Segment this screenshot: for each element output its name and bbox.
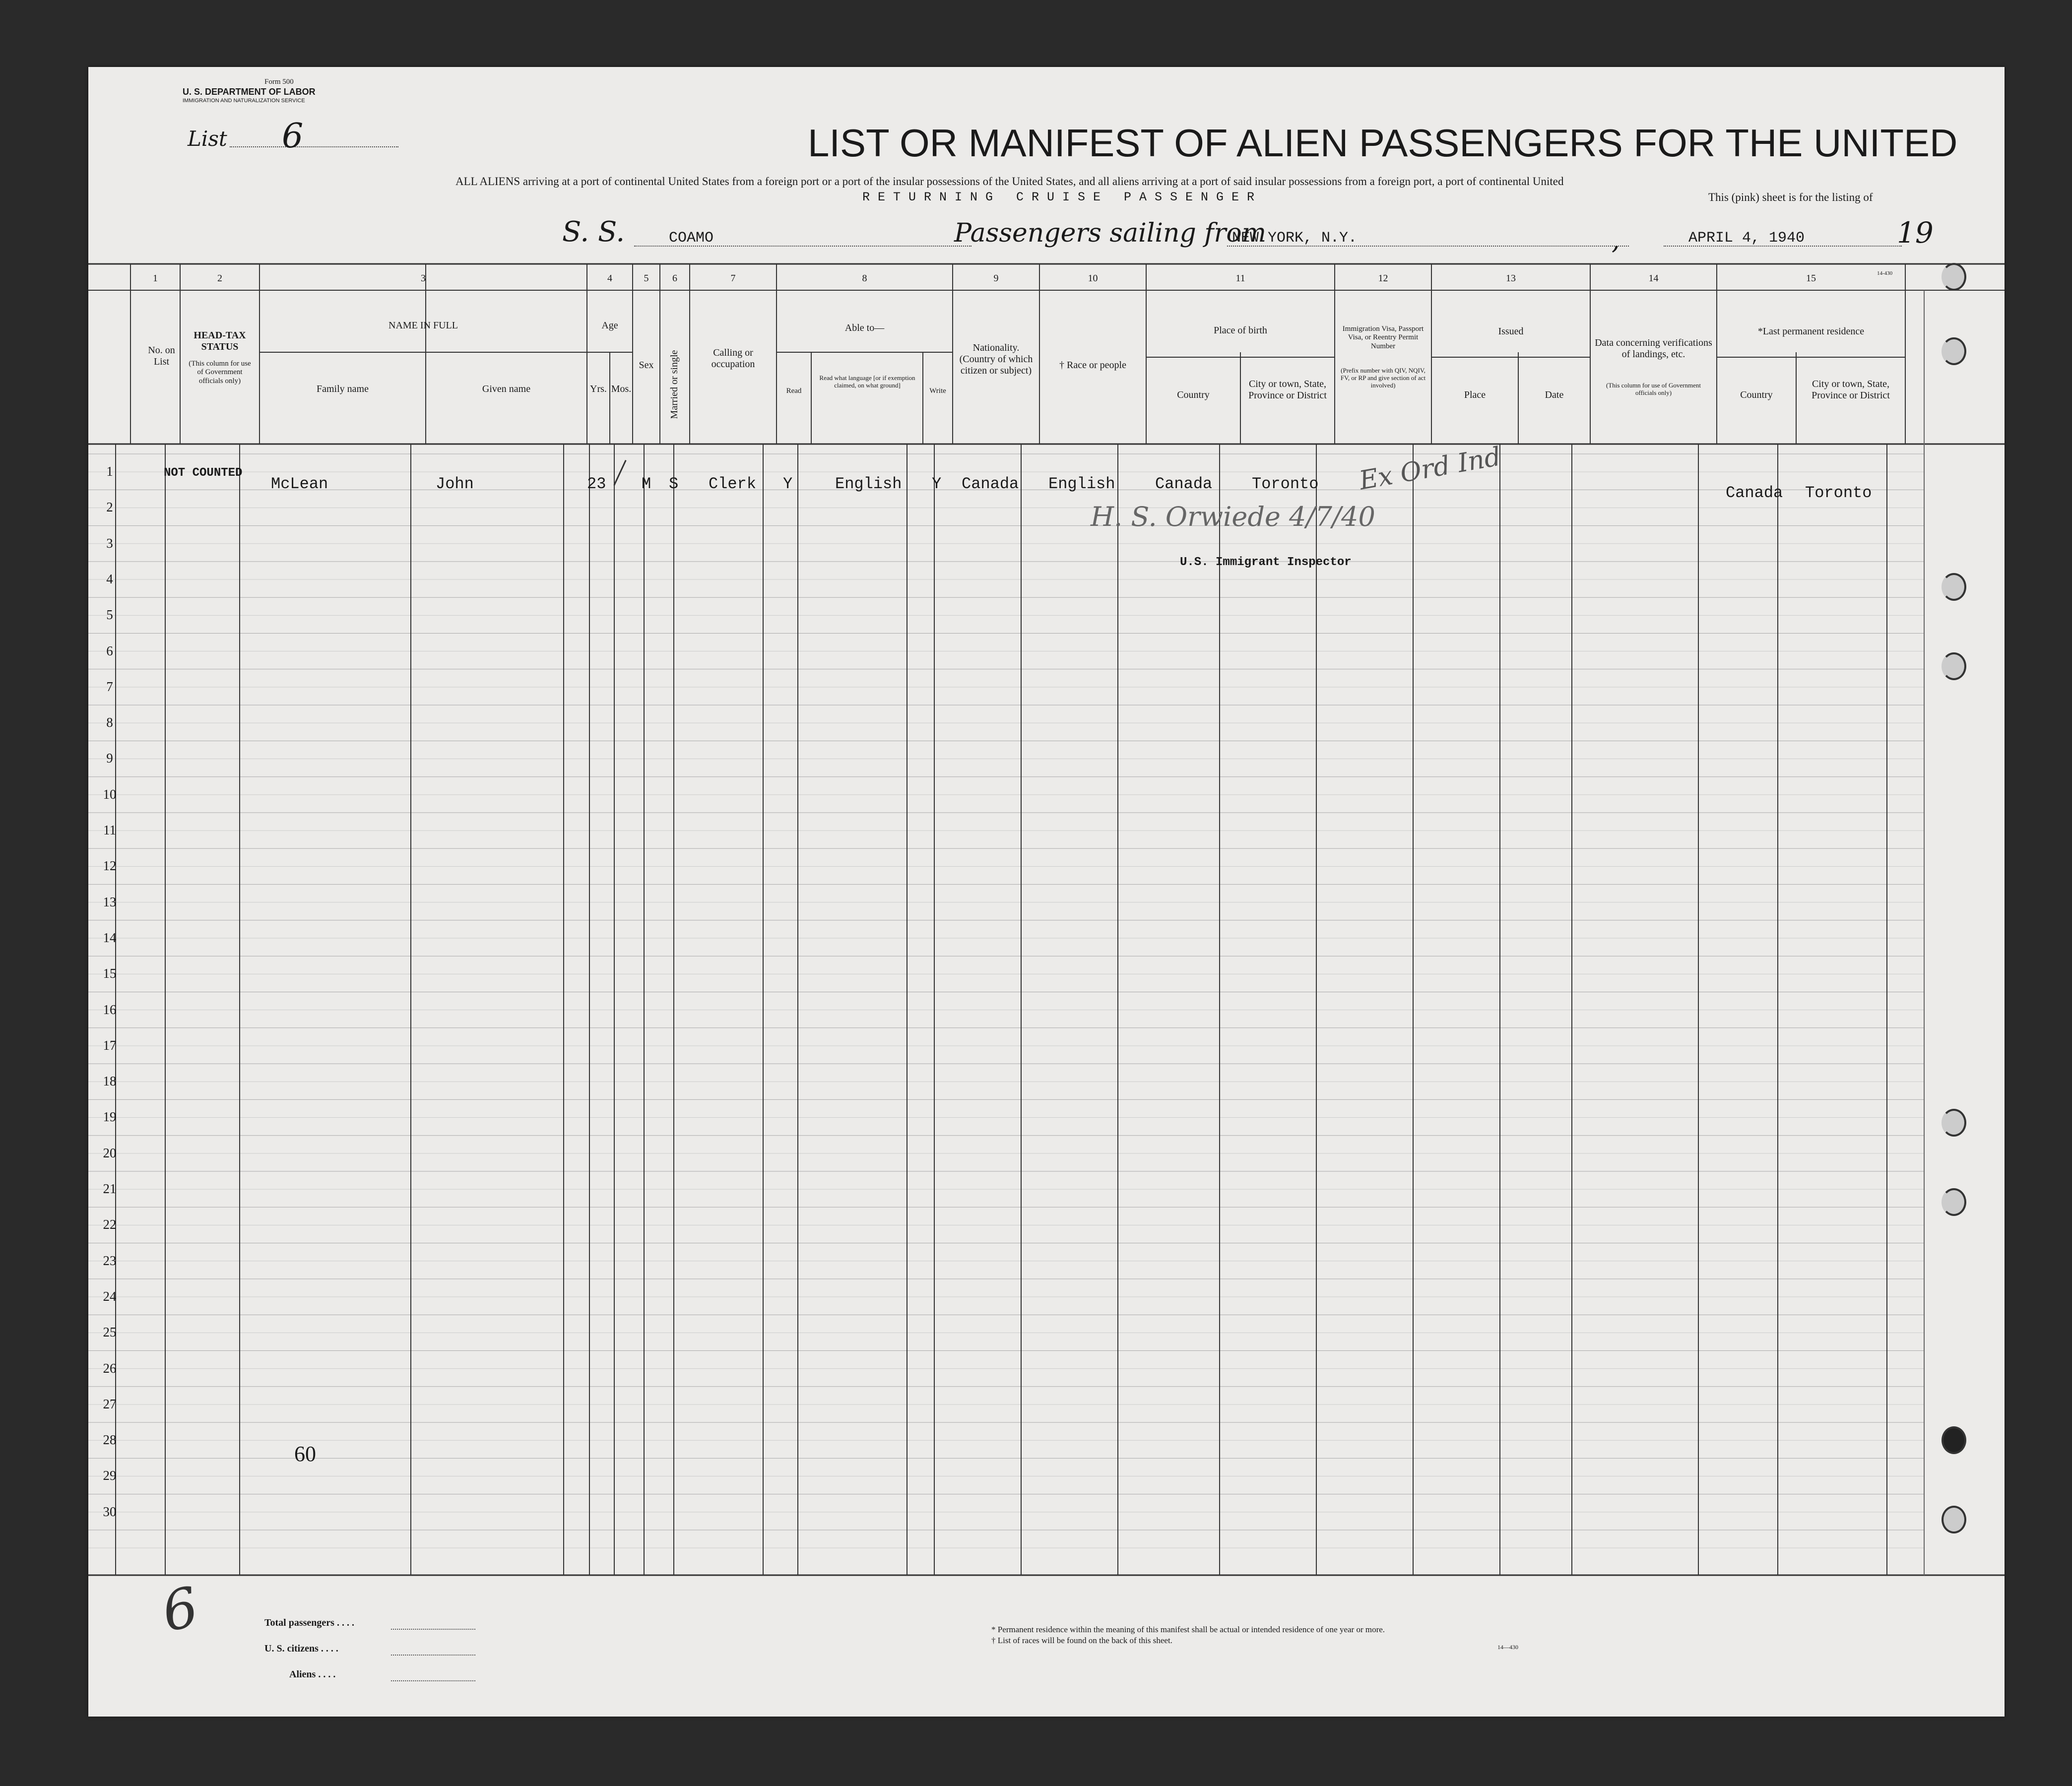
colnum-2: 2 <box>217 273 222 284</box>
row-number: 28 <box>103 1432 117 1448</box>
row-number: 19 <box>103 1109 117 1125</box>
colnum-7: 7 <box>730 273 736 284</box>
binder-hole <box>1942 573 1966 601</box>
row-number: 21 <box>103 1181 117 1196</box>
colnum-5: 5 <box>644 273 649 284</box>
row-number: 14 <box>103 930 117 945</box>
colnum-14: 14 <box>1648 273 1659 284</box>
comma-mark: , <box>1612 226 1620 255</box>
header-visa: Immigration Visa, Passport Visa, or Reentry Permit Number <box>1342 325 1424 350</box>
header-visa-note: (Prefix number with QIV, NQIV, FV, or RP and give section of act involved) <box>1340 367 1426 389</box>
margin-count: 60 <box>294 1442 316 1466</box>
header-last-residence: *Last permanent residence <box>1757 326 1865 337</box>
row-number: 30 <box>103 1504 117 1519</box>
row-number: 12 <box>103 858 117 874</box>
footer-total-passengers: Total passengers . . . . <box>264 1617 354 1628</box>
binder-hole <box>1942 1109 1966 1137</box>
header-issued: Issued <box>1498 326 1524 337</box>
year-prefix: 19 <box>1897 216 1934 250</box>
colnum-1: 1 <box>153 273 158 284</box>
header-issued-date: Date <box>1545 389 1564 400</box>
row-number: 9 <box>106 751 113 766</box>
header-able-to: Able to— <box>844 322 885 333</box>
header-nationality: Nationality. (Country of which citizen or subject) <box>959 342 1033 376</box>
married-value: S <box>669 475 679 493</box>
calling-value: Clerk <box>709 475 757 493</box>
pink-sheet-note: This (pink) sheet is for the listing of <box>1708 191 1873 203</box>
colnum-3: 3 <box>421 273 426 284</box>
row-number: 1 <box>106 464 113 479</box>
row-number: 27 <box>103 1396 117 1411</box>
ship-name: COAMO <box>669 230 714 247</box>
row-number: 2 <box>106 500 113 515</box>
row-number: 6 <box>106 643 113 658</box>
table-grid <box>88 67 2005 1717</box>
footer-code: 14—430 <box>1497 1644 1518 1651</box>
manifest-sheet <box>88 67 2005 1717</box>
row-number: 18 <box>103 1074 117 1089</box>
total-underline <box>391 1629 475 1630</box>
colnum-6: 6 <box>672 273 677 284</box>
row-number: 5 <box>106 607 113 623</box>
write-value: Y <box>932 475 942 493</box>
colnum-10: 10 <box>1088 273 1098 284</box>
row-number: 25 <box>103 1325 117 1340</box>
footer-note-races: † List of races will be found on the back of this sheet. <box>991 1636 1172 1645</box>
colnum-12: 12 <box>1378 273 1388 284</box>
header-sex: Sex <box>639 360 654 371</box>
aliens-underline <box>391 1680 475 1681</box>
header-res-country: Country <box>1740 389 1773 400</box>
inspector-signature: H. S. Orwiede 4/7/40 <box>1091 501 1375 532</box>
birth-country-value: Canada <box>1155 475 1213 493</box>
birth-city-value: Toronto <box>1252 475 1319 493</box>
returning-cruise-stamp: RETURNING CRUISE PASSENGER <box>862 190 1263 204</box>
footer-us-citizens: U. S. citizens . . . . <box>264 1643 338 1654</box>
row-number: 17 <box>103 1037 117 1053</box>
list-number: 6 <box>282 117 304 156</box>
header-data-concerning: Data concerning verifications of landings, etc. <box>1595 337 1712 360</box>
header-birth-country: Country <box>1177 389 1210 400</box>
header-issued-place: Place <box>1464 389 1486 400</box>
binder-hole <box>1942 652 1966 680</box>
row-number: 26 <box>103 1360 117 1376</box>
sailing-label: Passengers sailing from <box>954 218 1267 248</box>
header-read-language: Read what language [or if exemption claimed, on what ground] <box>819 374 915 389</box>
colnum-11: 11 <box>1235 273 1245 284</box>
row-number: 20 <box>103 1145 117 1160</box>
header-head-tax: HEAD-TAX STATUS <box>194 330 246 352</box>
header-calling: Calling or occupation <box>711 347 755 370</box>
row-number: 10 <box>103 786 117 802</box>
family-name-value: McLean <box>271 475 328 493</box>
row-number: 3 <box>106 535 113 551</box>
read-value: Y <box>783 475 793 493</box>
age-years-value: 23 <box>587 475 606 493</box>
row-number: 22 <box>103 1217 117 1232</box>
colnum-13: 13 <box>1506 273 1516 284</box>
header-mos: Mos. <box>611 383 632 394</box>
list-label: List <box>188 127 227 151</box>
header-age: Age <box>601 320 618 331</box>
port: NEW YORK, N.Y. <box>1232 230 1358 247</box>
corner-mark: 6 <box>156 1575 204 1644</box>
colnum-4: 4 <box>607 273 612 284</box>
race-value: English <box>1048 475 1115 493</box>
ss-label: S. S. <box>562 216 625 248</box>
row-number: 13 <box>103 894 117 909</box>
department: U. S. DEPARTMENT OF LABOR <box>183 87 316 97</box>
header-data-note: (This column for use of Government officials only) <box>1606 382 1701 396</box>
header-write: Write <box>929 387 946 395</box>
inspector-stamp: U.S. Immigrant Inspector <box>1180 556 1352 569</box>
colnum-9: 9 <box>993 273 999 284</box>
row-number: 4 <box>106 571 113 586</box>
head-tax-value: NOT COUNTED <box>164 466 243 480</box>
citizens-underline <box>391 1655 475 1656</box>
binder-hole <box>1942 1188 1966 1216</box>
binder-hole <box>1942 1426 1966 1454</box>
binder-hole <box>1942 337 1966 365</box>
row-number: 24 <box>103 1288 117 1304</box>
binder-hole <box>1942 1506 1966 1533</box>
footer-note-residence: * Permanent residence within the meaning of this manifest shall be actual or intended residence of one year or more. <box>991 1625 1385 1634</box>
header-yrs: Yrs. <box>590 383 607 394</box>
header-res-city: City or town, State, Province or District <box>1812 379 1890 401</box>
colnum-15: 15 <box>1806 273 1816 284</box>
res-country-value: Canada <box>1726 484 1783 502</box>
header-race: † Race or people <box>1059 360 1126 371</box>
form-number: Form 500 <box>264 78 294 86</box>
list-underline <box>230 146 398 147</box>
form-code: 14-430 <box>1877 270 1893 276</box>
sailing-date: APRIL 4, 1940 <box>1688 230 1805 247</box>
header-place-of-birth: Place of birth <box>1214 325 1267 336</box>
binder-hole <box>1942 263 1966 291</box>
footer-aliens: Aliens . . . . <box>289 1669 336 1680</box>
row-number: 23 <box>103 1253 117 1268</box>
visa-handwriting: Ex Ord Ind <box>1357 442 1503 496</box>
header-no-on-list: No. on List <box>148 345 175 367</box>
service: IMMIGRATION AND NATURALIZATION SERVICE <box>183 98 305 104</box>
header-name-in-full: NAME IN FULL <box>388 320 458 331</box>
header-read: Read <box>786 387 802 395</box>
row-number: 11 <box>103 823 116 837</box>
page-title: LIST OR MANIFEST OF ALIEN PASSENGERS FOR THE UNITED <box>808 121 1958 165</box>
header-birth-city: City or town, State, Province or District <box>1248 379 1327 401</box>
sex-value: M <box>642 475 651 493</box>
header-family-name: Family name <box>317 383 369 394</box>
res-city-value: Toronto <box>1805 484 1872 502</box>
language-value: English <box>835 475 902 493</box>
header-married-single: Married or single <box>669 350 680 419</box>
given-name-value: John <box>436 475 474 493</box>
row-number: 15 <box>103 966 117 981</box>
nationality-value: Canada <box>962 475 1019 493</box>
row-number: 16 <box>103 1002 117 1017</box>
row-number: 8 <box>106 715 113 730</box>
row-number: 29 <box>103 1468 117 1483</box>
header-given-name: Given name <box>482 383 531 394</box>
colnum-8: 8 <box>862 273 867 284</box>
row-number: 7 <box>106 679 113 694</box>
header-head-tax-note: (This column for use of Government officials only) <box>189 360 251 385</box>
subtitle: ALL ALIENS arriving at a port of continental United States from a foreign port or a port of the insular possessions of the United States, and all aliens arriving at a port of said insular possessions from a foreign port, a port of continental United <box>455 175 1564 188</box>
